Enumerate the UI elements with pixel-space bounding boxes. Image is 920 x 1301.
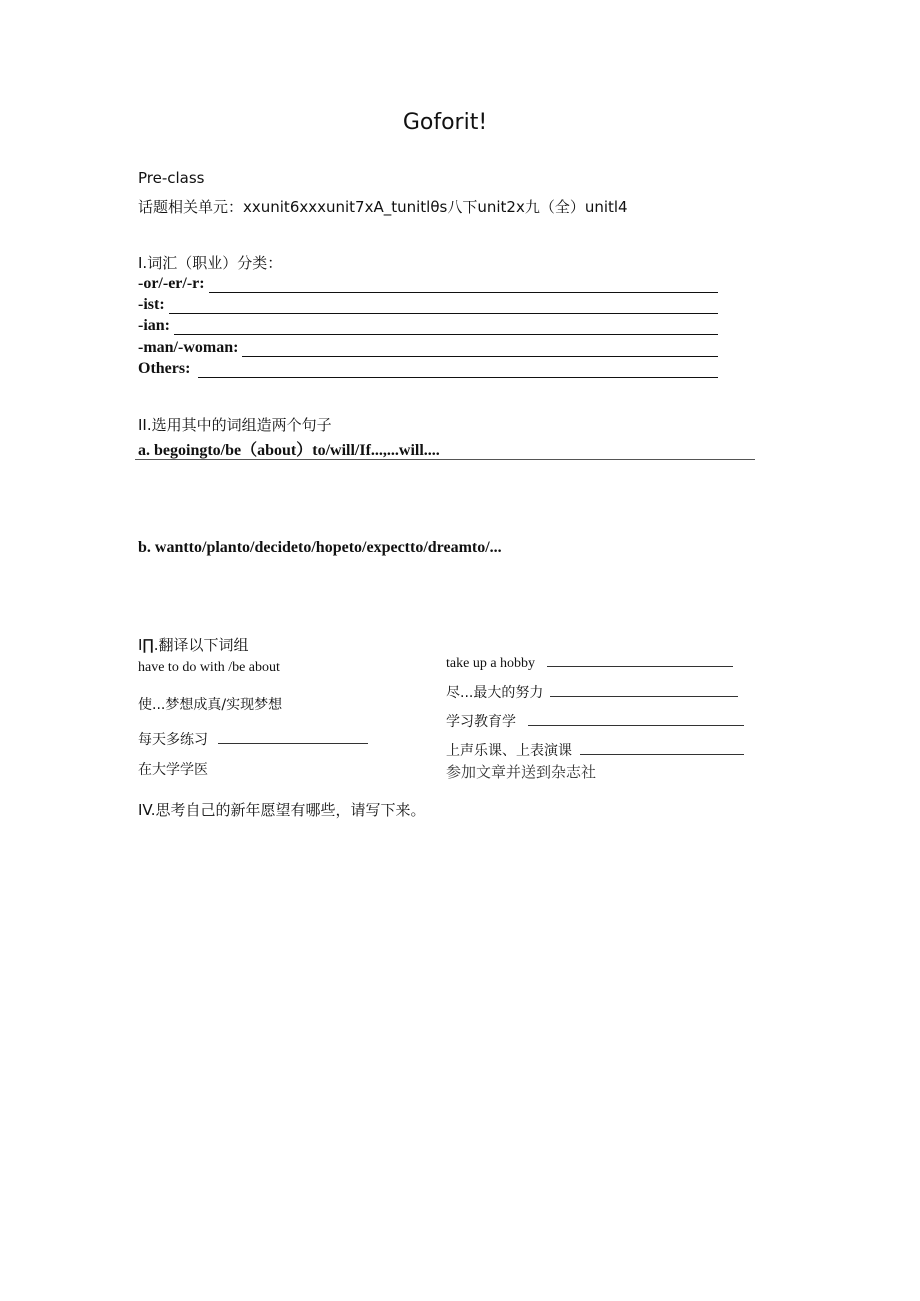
phrase-study-education-row <box>446 711 744 731</box>
section-4-text: IV.思考自己的新年愿望有哪些，请写下来。 <box>138 801 426 819</box>
section-2-heading: II.选用其中的词组造两个句子 <box>138 416 332 434</box>
answer-line[interactable] <box>169 301 718 314</box>
phrase-practice-daily-row <box>138 729 368 749</box>
vocab-row-or-er-r <box>138 275 718 293</box>
phrase-cut-off: 参加文章并送到杂志社 <box>446 763 597 781</box>
phrase-dream-come-true: 使...梦想成真/实现梦想 <box>138 697 283 713</box>
topic-units: 话题相关单元：xxunit6xxxunit7xA_tunitlθs八下unit2x九（全）unitl4 <box>138 198 628 216</box>
section-4-heading <box>138 799 426 820</box>
phrase-study-medicine: 在大学学医 <box>138 762 208 778</box>
answer-line[interactable] <box>580 742 744 755</box>
answer-line[interactable] <box>198 365 718 378</box>
phrase-practice-daily: 每天多练习 <box>138 732 208 748</box>
phrase-voice-acting-lessons: 上声乐课、上表演课 <box>446 743 572 759</box>
answer-line[interactable] <box>209 280 718 293</box>
answer-line[interactable] <box>174 322 718 335</box>
phrase-do-best-row <box>446 682 738 702</box>
vocab-row-label: Others: <box>138 360 191 377</box>
vocab-row-label: -ian: <box>138 317 170 334</box>
answer-line[interactable] <box>547 654 733 667</box>
vocab-row-ian <box>138 317 718 335</box>
phrase-voice-acting-lessons-row <box>446 740 744 760</box>
vocab-row-label: -or/-er/-r: <box>138 275 205 292</box>
preclass-label: Pre-class <box>138 169 205 187</box>
section-2-item-a: a. begoingto/be（about）to/will/If...,...will.... <box>138 442 440 459</box>
phrase-do-best: 尽...最大的努力 <box>446 685 544 701</box>
phrase-have-to-do-with: have to do with /be about <box>138 660 280 675</box>
answer-line[interactable] <box>550 684 738 697</box>
vocab-row-label: -ist: <box>138 296 165 313</box>
vocab-row-others <box>138 360 718 378</box>
section-2-item-b: b. wantto/planto/decideto/hopeto/expectto/dreamto/... <box>138 539 502 556</box>
vocab-row-label: -man/-woman: <box>138 339 239 356</box>
section-1-heading: I.词汇（职业）分类： <box>138 254 283 272</box>
answer-line[interactable] <box>135 459 755 460</box>
phrase-take-up-hobby: take up a hobby <box>446 656 536 671</box>
answer-line[interactable] <box>242 344 718 357</box>
answer-line[interactable] <box>528 713 744 726</box>
phrase-take-up-hobby-row <box>446 654 733 672</box>
section-3-heading: I∏.翻译以下词组 <box>138 636 249 654</box>
vocab-row-man-woman <box>138 339 718 357</box>
page-title: Goforit! <box>402 110 488 135</box>
answer-line[interactable] <box>218 731 368 744</box>
phrase-cut-off-row <box>446 763 636 781</box>
phrase-study-education: 学习教育学 <box>446 714 516 730</box>
vocab-row-ist <box>138 296 718 314</box>
